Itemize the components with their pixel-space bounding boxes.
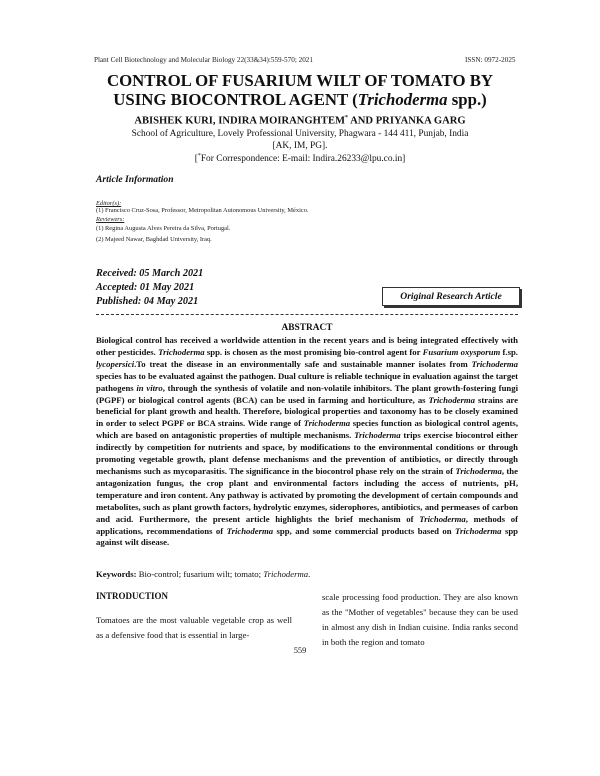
introduction-heading: INTRODUCTION — [96, 591, 169, 601]
correspondence: [*For Correspondence: E-mail: Indira.26233@lpu.co.in] — [194, 153, 406, 165]
abstract-body: Biological control has received a worldwide attention in the recent years and is being integrated effectively with other pesticides. Trichoderma spp. is chosen as the most promising bio-control agent for Fusarium oxysporum f.sp. lycopersici.To treat the disease in an environmentally safe and sustainable manner isolates from Trichoderma species has to be evaluated against the pathogen. Dual culture is reliable technique in evaluation against the target pathogens in vitro, through the synthesis of volatile and non-volatile inhibitors. The plant growth-fostering fungi (PGPF) or biological control agents (BCA) can be used in farming and horticulture, as Trichoderma strains are beneficial for plant growth and health. Therefore, biological properties and taxonomy has to be closely examined in order to select PGPF or BCA strains. Wide range of Trichoderma species function as biological control agents, which are based on antagonistic properties of multiple mechanisms. Trichoderma trips exercise biocontrol either indirectly by competition for nutrients and space, by modifications to the environmental conditions or through promoting vegetable growth, plant defense mechanisms and the prevention of antibiotics, or directly through mechanisms such as mycoparasitis. The significance in the biocontrol phase rely on the strain of Trichoderma, the antagonization fungus, the crop plant and environmental factors including the access of nutrients, pH, temperature and iron content. Any pathway is activated by promoting the development of certain compounds and metabolites, such as plant growth factors, hydrolytic enzymes, siderophores, antibiotics, and permeases of carbon and acid. Furthermore, the present article highlights the brief mechanism of Trichoderma, methods of applications, recommendations of Trichoderma spp, and some commercial products based on Trichoderma spp against wilt disease. — [96, 335, 519, 548]
article-info-heading: Article Information — [96, 174, 174, 185]
body-column-left: Tomatoes are the most valuable vegetable crop as well as a defensive food that is essential in large- — [96, 615, 292, 640]
page-number: 559 — [293, 646, 307, 655]
section-divider — [96, 314, 518, 315]
published-date: Published: 04 May 2021 — [96, 296, 199, 307]
author-list: ABISHEK KURI, INDIRA MOIRANGHTEM* AND PRIYANKA GARG — [134, 115, 466, 127]
affiliation: School of Agriculture, Lovely Professional University, Phagwara - 144 411, Punjab, India — [131, 129, 469, 139]
keywords: Keywords: Bio-control; fusarium wilt; tomato; Trichoderma. — [96, 569, 311, 579]
article-type-badge: Original Research Article — [382, 287, 520, 306]
editor-entry: (1) Francisco Cruz-Sosa, Professor, Metropolitan Autonomous University, México. — [96, 207, 309, 214]
reviewer-entry: (1) Regina Augusta Alves Pereira da Silva, Portugal. — [96, 225, 231, 232]
paper-title-line-2: USING BIOCONTROL AGENT (Trichoderma spp.) — [113, 90, 487, 109]
received-date: Received: 05 March 2021 — [96, 268, 204, 279]
journal-citation: Plant Cell Biotechnology and Molecular Biology 22(33&34):559-570; 2021 — [94, 56, 313, 64]
editors-label: Editor(s): — [96, 200, 122, 207]
reviewers-label: Reviewers: — [96, 216, 125, 223]
reviewer-entry: (2) Majeed Nawar, Baghdad University, Iraq. — [96, 236, 212, 243]
accepted-date: Accepted: 01 May 2021 — [96, 282, 195, 293]
body-column-right: scale processing food production. They are also known as the "Mother of vegetables" because they can be used in almost any dish in Indian cuisine. India ranks second in both the region and tomato — [322, 592, 518, 647]
paper-title-line-1: CONTROL OF FUSARIUM WILT OF TOMATO BY — [106, 71, 494, 90]
affiliation-authors: [AK, IM, PG]. — [272, 141, 328, 151]
abstract-heading: ABSTRACT — [281, 323, 333, 333]
issn: ISSN: 0972-2025 — [465, 56, 516, 64]
